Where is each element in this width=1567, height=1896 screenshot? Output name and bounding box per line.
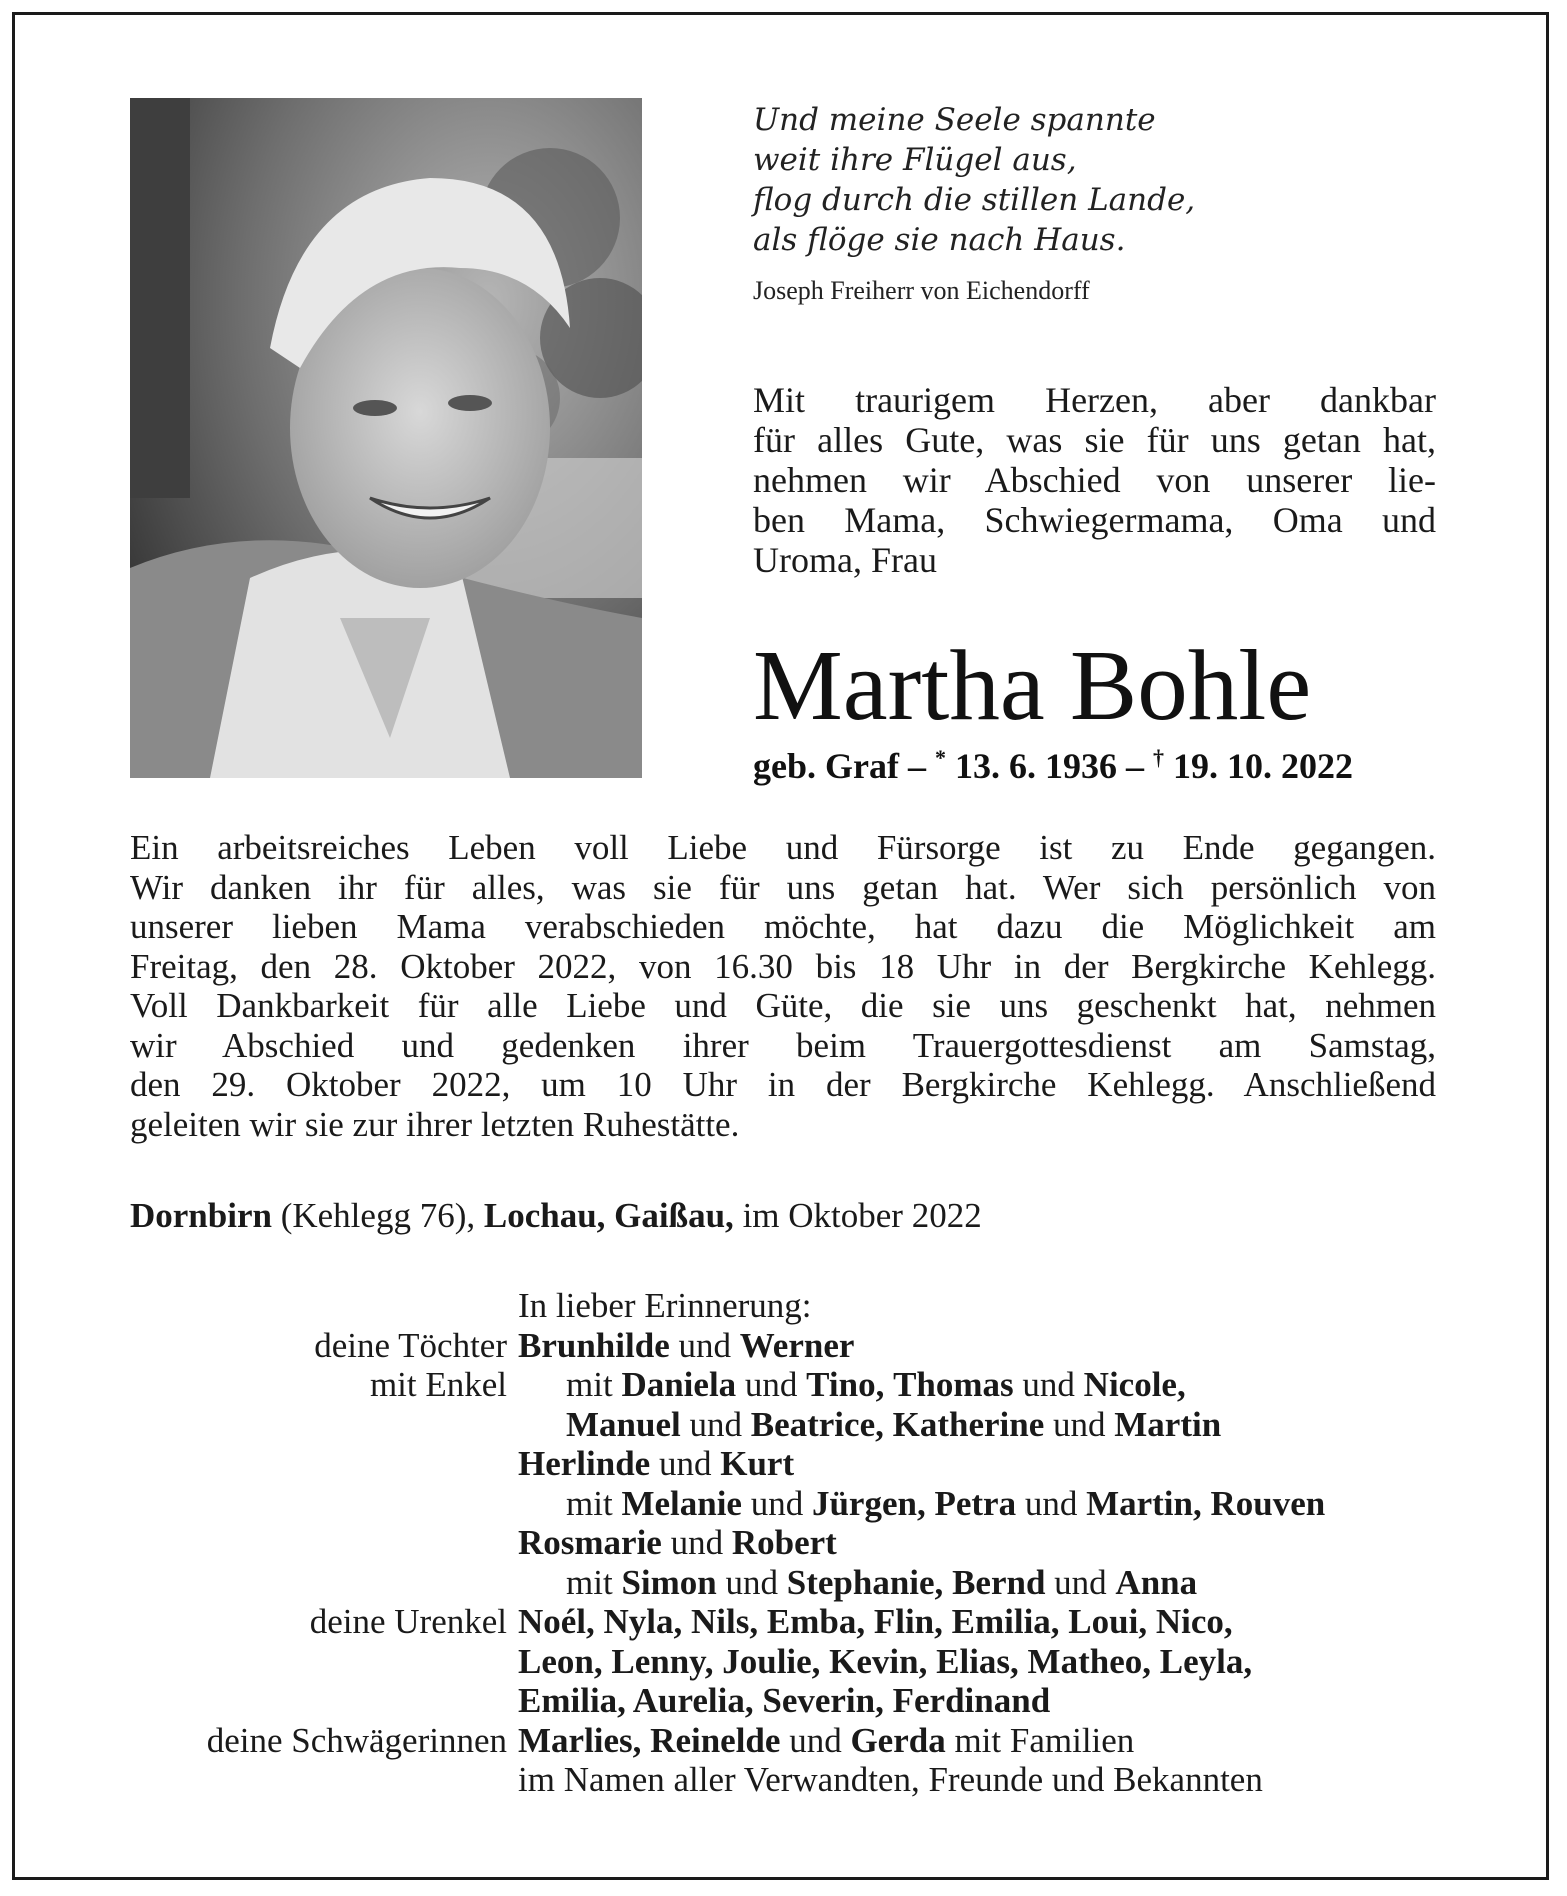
name: Thomas — [893, 1365, 1014, 1404]
body-line: geleiten wir sie zur ihrer letzten Ruhestätte. — [130, 1104, 740, 1144]
name: Kurt — [720, 1444, 795, 1483]
family-names — [518, 1326, 854, 1366]
name: Beatrice, — [750, 1404, 884, 1444]
intro-line: Uroma, Frau — [753, 540, 937, 580]
body-line: Voll Dankbarkeit für alle Liebe und Güte, die sie uns geschenkt hat, nehmen — [130, 986, 1436, 1025]
relation-label: deine Töchter — [314, 1325, 507, 1365]
and-word: und — [658, 1444, 712, 1483]
name: Stephanie, — [786, 1562, 944, 1602]
name: Gerda — [850, 1720, 946, 1760]
poem-line: flog durch die stillen Lande, — [753, 182, 1196, 218]
name: Martin — [1114, 1404, 1222, 1444]
name: Bernd — [952, 1562, 1046, 1602]
body-line: wir Abschied und gedenken ihrer beim Trauergottesdienst am Samstag, — [130, 1025, 1436, 1065]
name: Nicole, — [1083, 1365, 1186, 1404]
family-names — [518, 1642, 1252, 1682]
name: Daniela — [621, 1365, 737, 1404]
body-line: Ein arbeitsreiches Leben voll Liebe und Fürsorge ist zu Ende gegangen. — [130, 828, 1436, 867]
obituary-text — [130, 828, 1436, 1144]
died-symbol: † — [1152, 745, 1164, 770]
family-list — [0, 1286, 1567, 1800]
poem-author: Joseph Freiherr von Eichendorff — [753, 276, 1090, 305]
family-names — [518, 1523, 837, 1563]
closing-line: im Namen aller Verwandten, Freunde und Bekannten — [518, 1760, 1263, 1799]
name: Herlinde — [518, 1444, 651, 1483]
birth-name: geb. Graf — [753, 746, 899, 786]
name: Martin, Rouven — [1086, 1483, 1326, 1523]
body-line: unserer lieben Mama verabschieden möchte, hat dazu die Möglichkeit am — [130, 907, 1436, 946]
family-row — [0, 1444, 1567, 1484]
and-word: und — [670, 1523, 724, 1562]
and-word: und — [689, 1404, 742, 1444]
family-row — [0, 1760, 1567, 1800]
intro-line: nehmen wir Abschied von unserer lie- — [753, 460, 1436, 500]
family-names — [518, 1721, 1134, 1761]
and-word: und — [678, 1325, 731, 1365]
with-word: mit — [566, 1562, 613, 1602]
relation-label: deine Urenkel — [309, 1602, 507, 1641]
name: Manuel — [566, 1404, 681, 1444]
family-row — [0, 1523, 1567, 1563]
family-row — [0, 1721, 1567, 1761]
family-row — [0, 1484, 1567, 1524]
family-row — [0, 1681, 1567, 1721]
poem — [753, 100, 1473, 260]
poem-line: Und meine Seele spannte — [753, 102, 1156, 138]
family-row — [0, 1286, 1567, 1326]
name: Robert — [731, 1523, 837, 1562]
family-row — [0, 1563, 1567, 1603]
deceased-name: Martha Bohle — [753, 629, 1312, 741]
relation-label: deine Schwägerinnen — [206, 1720, 507, 1760]
and-word: und — [1024, 1483, 1078, 1523]
names: Marlies, Reinelde — [518, 1720, 781, 1760]
names: Emilia, Aurelia, Severin, Ferdinand — [518, 1681, 1051, 1720]
intro-line: Mit traurigem Herzen, aber dankbar — [753, 380, 1436, 420]
family-names — [566, 1484, 1325, 1524]
family-names — [566, 1405, 1221, 1445]
and-word: und — [1054, 1562, 1107, 1602]
body-line: Freitag, den 28. Oktober 2022, von 16.30 bis 18 Uhr in der Bergkirche Kehlegg. — [130, 946, 1436, 986]
body-line: Wir danken ihr für alles, was sie für uns getan hat. Wer sich persönlich von — [130, 867, 1436, 907]
names: Noél, Nyla, Nils, Emba, Flin, Emilia, Loui, Nico, — [518, 1602, 1233, 1641]
born-symbol: * — [934, 745, 946, 770]
birth-date: 13. 6. 1936 — [954, 746, 1117, 786]
name: Rosmarie — [518, 1523, 662, 1562]
date: im Oktober 2022 — [742, 1196, 982, 1235]
name: Brunhilde — [518, 1325, 670, 1365]
name: Petra — [934, 1483, 1017, 1523]
towns: Lochau, Gaißau, — [483, 1196, 734, 1235]
family-names — [518, 1602, 1233, 1642]
family-row — [0, 1405, 1567, 1445]
and-word: und — [725, 1562, 778, 1602]
family-row — [0, 1326, 1567, 1366]
dash: – — [1125, 746, 1144, 786]
family-names — [566, 1365, 1186, 1405]
with-families: mit Familien — [954, 1720, 1135, 1760]
dash: – — [907, 746, 926, 786]
life-dates — [753, 745, 1353, 787]
body-line: den 29. Oktober 2022, um 10 Uhr in der Bergkirche Kehlegg. Anschließend — [130, 1065, 1436, 1104]
family-names — [566, 1563, 1197, 1603]
name: Werner — [739, 1325, 855, 1365]
family-heading: In lieber Erinnerung: — [518, 1286, 812, 1325]
name: Simon — [621, 1562, 717, 1602]
poem-line: als flöge sie nach Haus. — [753, 222, 1126, 258]
with-word: mit — [566, 1483, 613, 1523]
and-word: und — [750, 1483, 804, 1523]
family-row — [0, 1365, 1567, 1405]
family-names — [518, 1444, 794, 1484]
name: Melanie — [621, 1483, 742, 1523]
death-date: 19. 10. 2022 — [1172, 746, 1353, 786]
family-row — [0, 1642, 1567, 1682]
and-word: und — [789, 1720, 842, 1760]
intro-text — [753, 380, 1436, 580]
intro-line: ben Mama, Schwiegermama, Oma und — [753, 500, 1436, 540]
name: Tino, — [806, 1365, 885, 1404]
names: Leon, Lenny, Joulie, Kevin, Elias, Matheo, Leyla, — [518, 1641, 1253, 1681]
city: Dornbirn — [130, 1196, 272, 1235]
portrait-photo — [130, 98, 642, 778]
with-word: mit — [566, 1365, 613, 1404]
poem-line: weit ihre Flügel aus, — [753, 142, 1077, 178]
address: (Kehlegg 76), — [280, 1196, 476, 1235]
intro-line: für alles Gute, was sie für uns getan hat, — [753, 420, 1436, 460]
and-word: und — [744, 1365, 798, 1404]
name: Anna — [1115, 1562, 1198, 1602]
and-word: und — [1022, 1365, 1075, 1404]
family-row — [0, 1602, 1567, 1642]
and-word: und — [1053, 1404, 1106, 1444]
name: Jürgen, — [811, 1483, 926, 1523]
name: Katherine — [892, 1404, 1045, 1444]
relation-label: mit Enkel — [369, 1365, 507, 1404]
family-names — [518, 1681, 1050, 1721]
place-date-line — [130, 1196, 982, 1236]
